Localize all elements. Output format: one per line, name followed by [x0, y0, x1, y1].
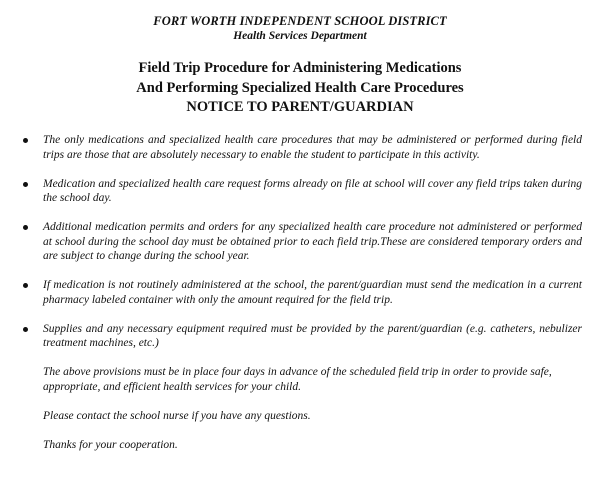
list-item-text: Supplies and any necessary equipment required must be provided by the parent/guardian (e.g. catheters, nebulizer treatment machines, etc.) [43, 322, 582, 349]
list-item [0, 278, 600, 307]
document-title-line-2: And Performing Specialized Health Care Procedures [136, 80, 464, 96]
list-item [0, 322, 600, 351]
list-item [0, 220, 600, 264]
list-item-text: Additional medication permits and orders for any specialized health care procedure not administered or performed at school during the school day must be obtained prior to each field trip.These are considered temporary orders and are subject to change during the school year. [43, 221, 582, 262]
list-item [0, 177, 600, 206]
document-title-line-1: Field Trip Procedure for Administering Medications [138, 60, 462, 76]
notice-body [0, 133, 600, 467]
bullet-icon [23, 182, 28, 187]
department-name: Health Services Department [233, 30, 367, 42]
procedure-list [0, 133, 600, 351]
bullet-icon [23, 225, 28, 230]
list-item [0, 133, 600, 162]
thanks-paragraph: Thanks for your cooperation. [43, 438, 178, 451]
district-name: FORT WORTH INDEPENDENT SCHOOL DISTRICT [153, 14, 447, 28]
document-title-line-3: NOTICE TO PARENT/GUARDIAN [186, 99, 414, 115]
list-item-text: The only medications and specialized health care procedures that may be administered or performed during field trips are those that are absolutely necessary to enable the student to participate in this activity. [43, 134, 582, 161]
list-item-text: Medication and specialized health care request forms already on file at school will cover any field trips taken during the school day. [43, 177, 582, 204]
list-item-text: If medication is not routinely administered at the school, the parent/guardian must send the medication in a current pharmacy labeled container with only the amount required for the field trip. [43, 279, 582, 306]
bullet-icon [23, 138, 28, 143]
bullet-icon [23, 327, 28, 332]
contact-paragraph: Please contact the school nurse if you have any questions. [43, 409, 311, 422]
provisions-paragraph: The above provisions must be in place four days in advance of the scheduled field trip in order to provide safe, appropriate, and efficient health services for your child. [43, 366, 552, 393]
bullet-icon [23, 283, 28, 288]
